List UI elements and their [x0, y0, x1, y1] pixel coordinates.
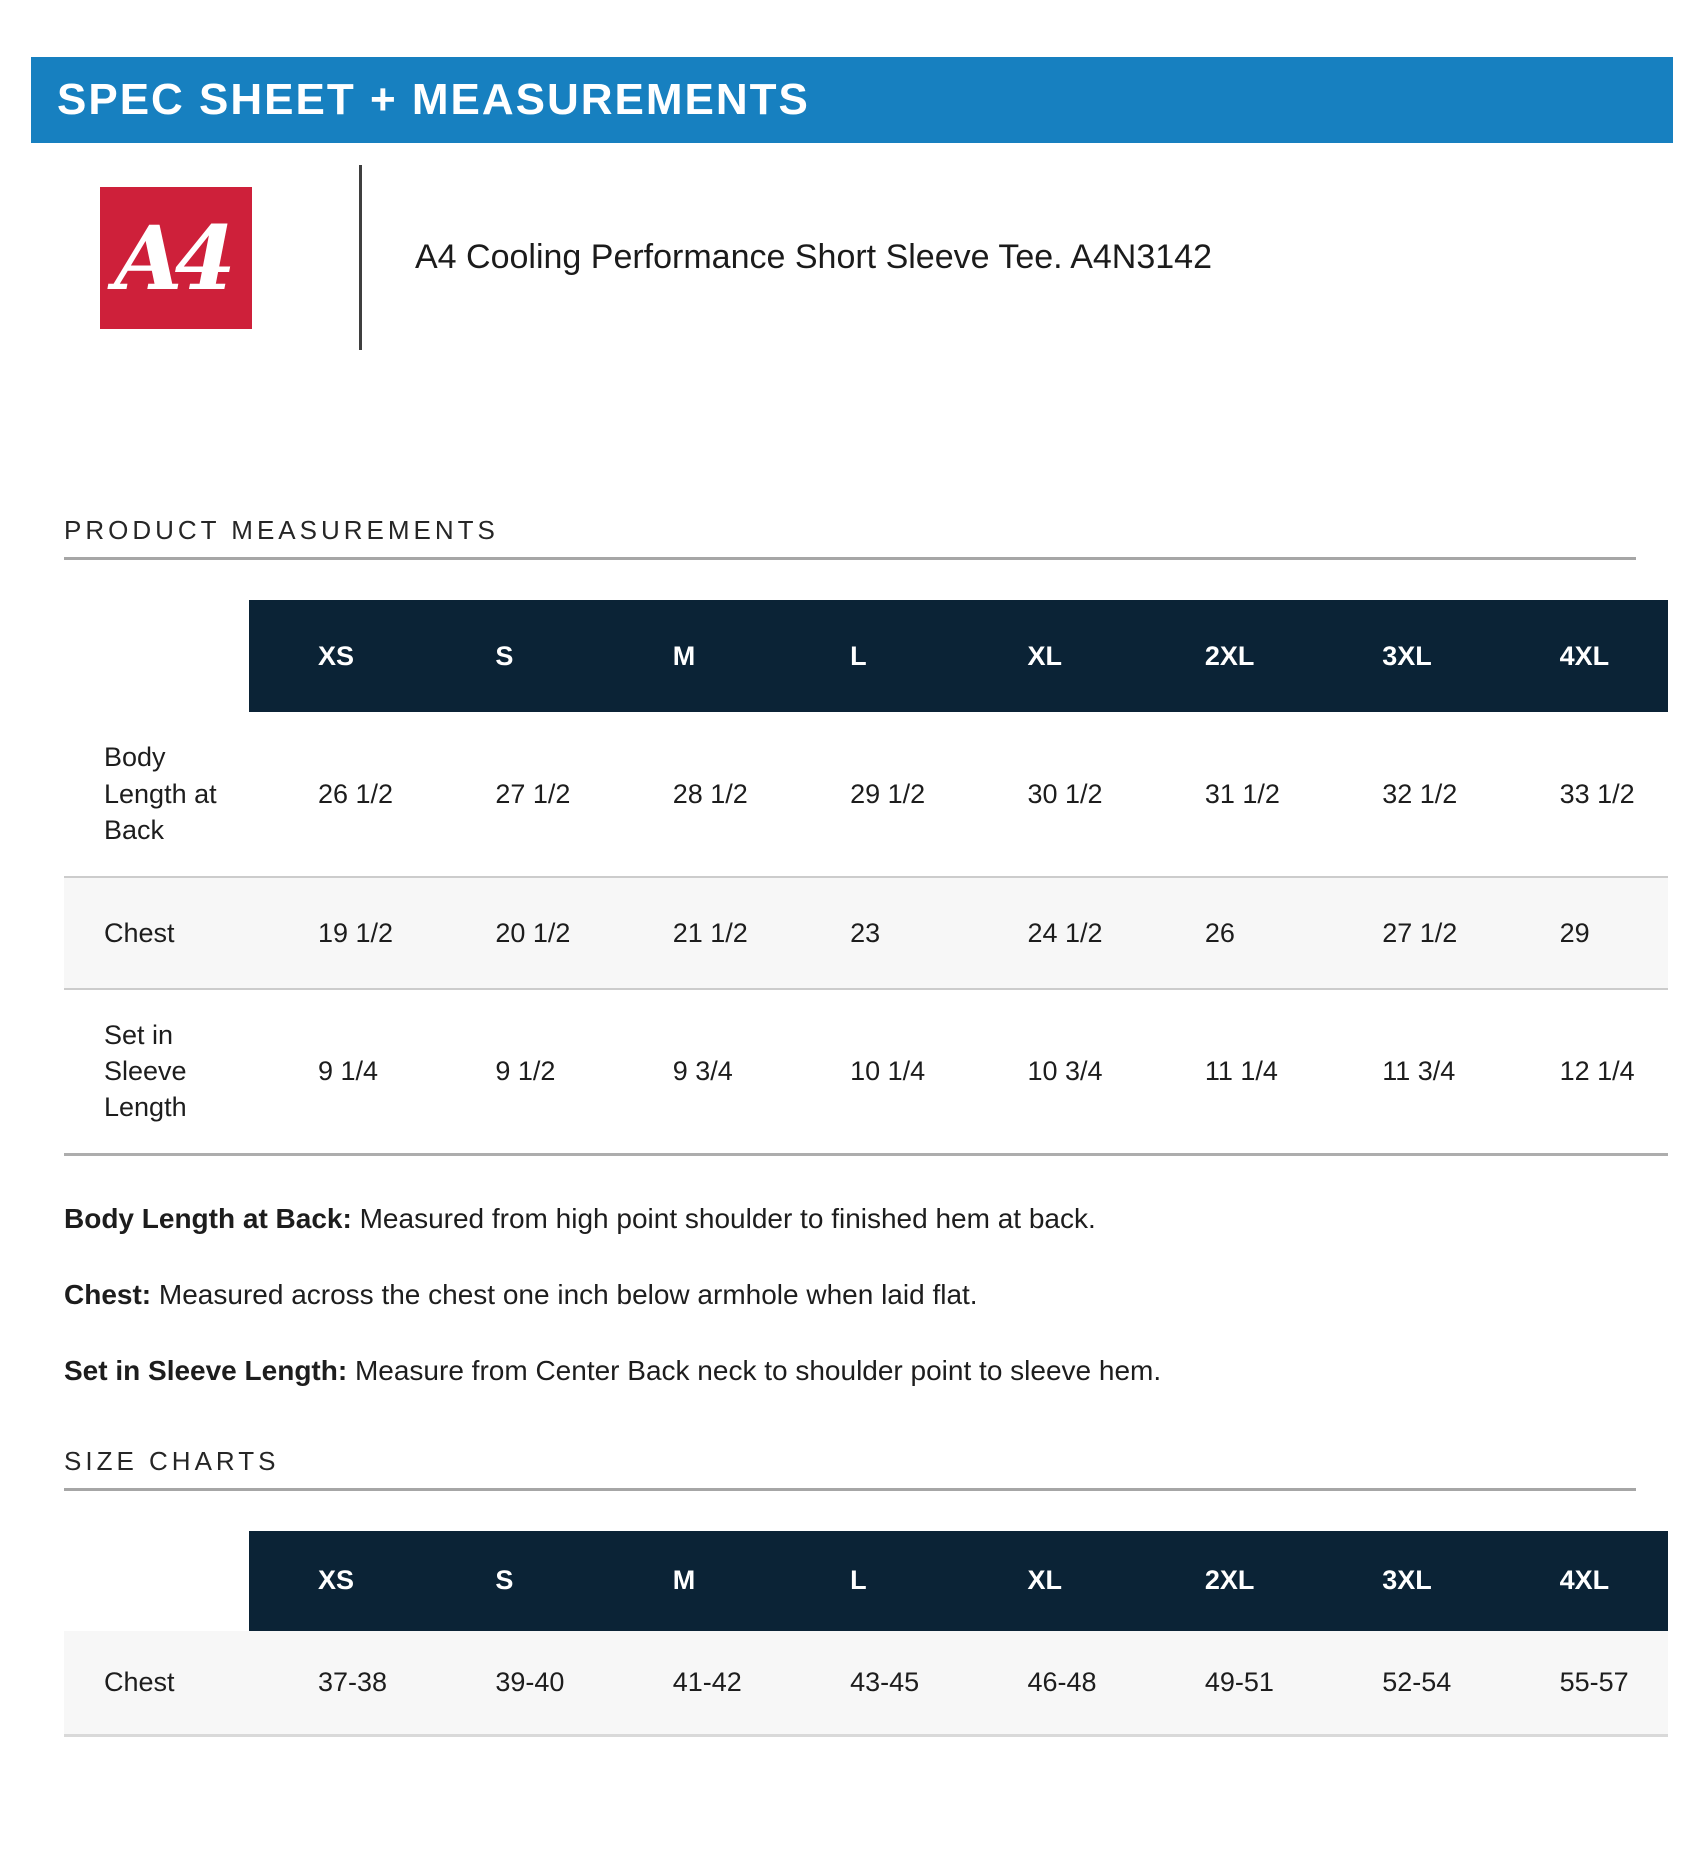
size-column-header: 4XL — [1491, 600, 1668, 712]
size-column-header: 4XL — [1491, 1531, 1668, 1631]
size-header-row — [64, 1531, 1668, 1631]
note-definition: Measure from Center Back neck to shoulder point to sleeve hem. — [354, 1354, 1162, 1386]
size-range-cell: 55-57 — [1491, 1631, 1668, 1736]
size-column-header: XS — [249, 600, 426, 712]
product-measurements-table — [64, 600, 1668, 1156]
size-column-header: 3XL — [1313, 600, 1490, 712]
note-body-length — [64, 1202, 1704, 1236]
note-definition: Measured across the chest one inch below armhole when laid flat. — [158, 1278, 978, 1310]
size-column-header: XL — [959, 1531, 1136, 1631]
row-label: Chest — [64, 1631, 249, 1736]
size-range-cell: 39-40 — [426, 1631, 603, 1736]
measurement-cell: 29 — [1491, 877, 1668, 989]
measurement-cell: 9 1/2 — [426, 989, 603, 1154]
section-heading-size-charts: SIZE CHARTS — [64, 1446, 1636, 1491]
measurement-cell: 20 1/2 — [426, 877, 603, 989]
measurement-cell: 11 1/4 — [1136, 989, 1313, 1154]
measurement-cell: 27 1/2 — [426, 712, 603, 877]
product-title: A4 Cooling Performance Short Sleeve Tee. A4N3142 — [415, 238, 1212, 276]
measurement-notes — [64, 1202, 1704, 1388]
measurement-cell: 10 1/4 — [781, 989, 958, 1154]
size-column-header: 3XL — [1313, 1531, 1490, 1631]
measurement-cell: 28 1/2 — [604, 712, 781, 877]
brand-divider — [359, 165, 362, 350]
measurement-cell: 26 1/2 — [249, 712, 426, 877]
measurement-cell: 12 1/4 — [1491, 989, 1668, 1154]
measurement-cell: 24 1/2 — [959, 877, 1136, 989]
size-range-cell: 41-42 — [604, 1631, 781, 1736]
measurement-cell: 21 1/2 — [604, 877, 781, 989]
note-term: Body Length at Back: — [64, 1202, 352, 1234]
measurement-cell: 31 1/2 — [1136, 712, 1313, 877]
table-row-chest-range — [64, 1631, 1668, 1736]
measurement-cell: 23 — [781, 877, 958, 989]
size-column-header: 2XL — [1136, 1531, 1313, 1631]
measurement-cell: 19 1/2 — [249, 877, 426, 989]
a4-logo — [100, 187, 252, 329]
size-column-header: L — [781, 1531, 958, 1631]
size-column-header: XS — [249, 1531, 426, 1631]
size-column-header: M — [604, 600, 781, 712]
size-column-header: L — [781, 600, 958, 712]
a4-logo-text: A4 — [114, 205, 228, 310]
measurement-cell: 10 3/4 — [959, 989, 1136, 1154]
size-charts-table — [64, 1531, 1668, 1738]
size-column-header: XL — [959, 600, 1136, 712]
size-column-header: S — [426, 1531, 603, 1631]
measurement-cell: 9 1/4 — [249, 989, 426, 1154]
measurement-cell: 33 1/2 — [1491, 712, 1668, 877]
size-range-cell: 37-38 — [249, 1631, 426, 1736]
note-sleeve-length — [64, 1354, 1704, 1388]
measurement-cell: 11 3/4 — [1313, 989, 1490, 1154]
note-chest — [64, 1278, 1704, 1312]
size-range-cell: 46-48 — [959, 1631, 1136, 1736]
row-label: Chest — [64, 877, 249, 989]
size-header-row — [64, 600, 1668, 712]
section-heading-product-measurements: PRODUCT MEASUREMENTS — [64, 515, 1636, 560]
size-range-cell: 43-45 — [781, 1631, 958, 1736]
table-row-sleeve-length — [64, 989, 1668, 1154]
size-range-cell: 52-54 — [1313, 1631, 1490, 1736]
measurement-cell: 27 1/2 — [1313, 877, 1490, 989]
size-column-header: S — [426, 600, 603, 712]
measurement-cell: 32 1/2 — [1313, 712, 1490, 877]
size-range-cell: 49-51 — [1136, 1631, 1313, 1736]
corner-cell — [64, 1531, 249, 1631]
measurement-cell: 30 1/2 — [959, 712, 1136, 877]
note-term: Chest: — [64, 1278, 152, 1310]
banner-title: SPEC SHEET + MEASUREMENTS — [57, 75, 810, 124]
measurement-cell: 29 1/2 — [781, 712, 958, 877]
note-definition: Measured from high point shoulder to finished hem at back. — [359, 1202, 1096, 1234]
table-row-chest — [64, 877, 1668, 989]
size-column-header: 2XL — [1136, 600, 1313, 712]
measurement-cell: 9 3/4 — [604, 989, 781, 1154]
note-term: Set in Sleeve Length: — [64, 1354, 348, 1386]
corner-cell — [64, 600, 249, 712]
brand-row — [100, 165, 1704, 350]
row-label: Set in Sleeve Length — [64, 989, 249, 1154]
row-label: Body Length at Back — [64, 712, 249, 877]
spec-sheet-banner — [31, 57, 1673, 143]
measurement-cell: 26 — [1136, 877, 1313, 989]
size-column-header: M — [604, 1531, 781, 1631]
table-row-body-length — [64, 712, 1668, 877]
